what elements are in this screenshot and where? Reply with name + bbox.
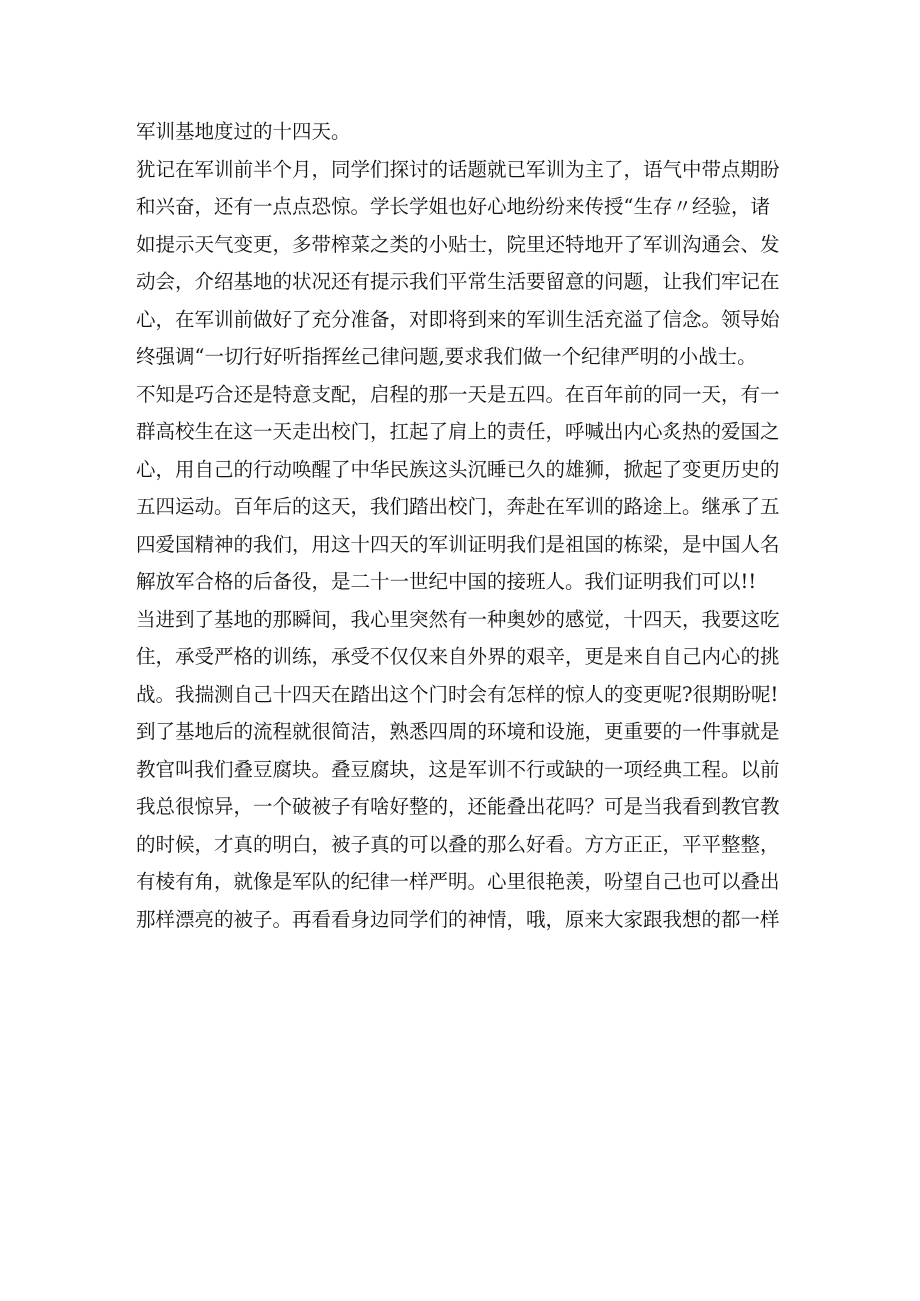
text-line: 五四运动。百年后的这天，我们踏出校门，奔赴在军训的路途上。继承了五 <box>136 495 780 518</box>
text-line: 当进到了基地的那瞬间，我心里突然有一种奥妙的感觉，十四天，我要这吃 <box>136 607 780 631</box>
text-line: 四爱国精神的我们，用这十四天的军训证明我们是祖国的栋梁，是中国人名 <box>136 532 780 556</box>
text-line: 我总很惊异，一个破被子有啥好整的，还能叠出花吗？可是当我看到教官教 <box>136 795 780 818</box>
text-line: 心，用自己的行动唤醒了中华民族这头沉睡已久的雄狮，掀起了变更历史的 <box>136 457 780 481</box>
document-body <box>136 113 796 938</box>
text-line: 动会，介绍基地的状况还有提示我们平常生活要留意的问题，让我们牢记在 <box>136 270 780 293</box>
text-line: 那样漂亮的被子。再看看身边同学们的神情，哦，原来大家跟我想的都一样 <box>136 907 780 931</box>
text-line: 不知是巧合还是特意支配，启程的那一天是五四。在百年前的同一天，有一 <box>136 382 780 406</box>
text-line: 军训基地度过的十四天。 <box>136 120 351 143</box>
text-line: 群高校生在这一天走出校门，扛起了肩上的责任，呼喊出内心炙热的爱国之 <box>136 420 780 443</box>
text-line: 战。我揣测自己十四天在踏出这个门时会有怎样的惊人的变更呢?很期盼呢! <box>136 682 779 706</box>
text-line: 解放军合格的后备役，是二十一世纪中国的接班人。我们证明我们可以!! <box>136 570 757 593</box>
text-line: 到了基地后的流程就很简洁，熟悉四周的环境和设施，更重要的一件事就是 <box>136 720 780 743</box>
text-line: 有棱有角，就像是军队的纪律一样严明。心里很艳羡，吩望自己也可以叠出 <box>136 870 780 893</box>
text-line: 教官叫我们叠豆腐块。叠豆腐块，这是军训不行或缺的一项经典工程。以前 <box>136 757 780 781</box>
text-line: 住，承受严格的训练，承受不仅仅来自外界的艰辛，更是来自自己内心的挑 <box>136 645 780 668</box>
text-line: 的时候，才真的明白，被子真的可以叠的那么好看。方方正正，平平整整， <box>136 832 780 856</box>
text-line: 如提示天气变更，多带榨菜之类的小贴士，院里还特地开了军训沟通会、发 <box>136 232 780 256</box>
text-line: 终强调“一切行好听指挥丝己律问题,要求我们做一个纪律严明的小战士。 <box>136 345 757 368</box>
text-line: 心，在军训前做好了充分准备，对即将到来的军训生活充溢了信念。领导始 <box>136 307 780 331</box>
text-line: 犹记在军训前半个月，同学们探讨的话题就已军训为主了，语气中带点期盼 <box>136 157 780 181</box>
text-line: 和兴奋，还有一点点恐惊。学长学姐也好心地纷纷来传授“生存〃经验，诸 <box>136 195 770 218</box>
